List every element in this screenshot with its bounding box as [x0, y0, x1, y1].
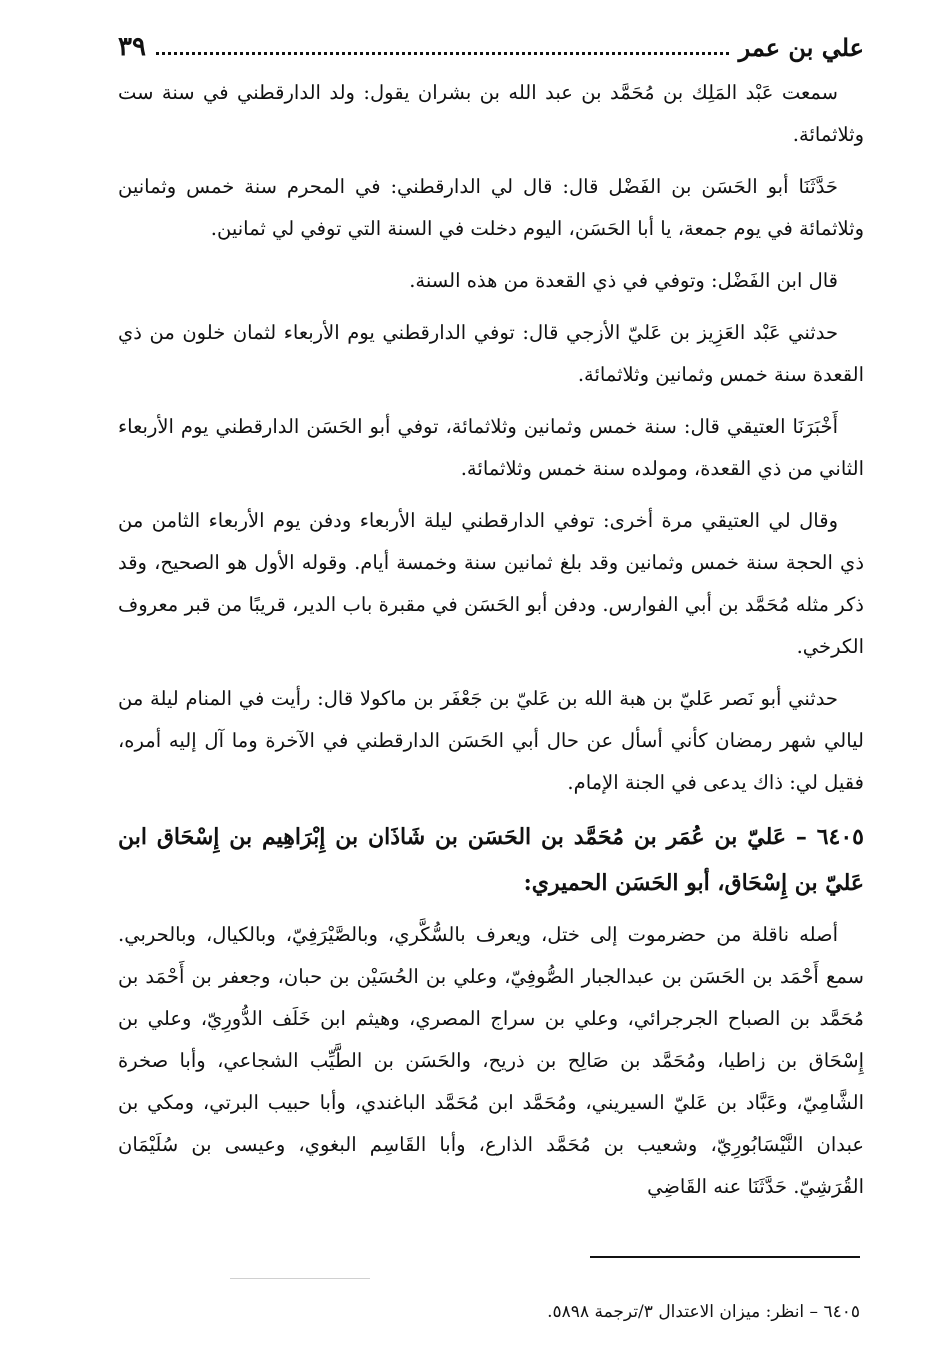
running-title: علي بن عمر	[738, 32, 864, 62]
faint-rule	[230, 1278, 370, 1279]
page-number: ٣٩	[118, 32, 146, 62]
paragraph: أَخْبَرَنَا العتيقي قال: سنة خمس وثمانين وثلاثمائة، توفي أبو الحَسَن الدارقطني يوم الأربعاء الثاني من ذي القعدة، ومولده سنة خمس وثلاثمائة.	[118, 415, 864, 480]
header-dotted-leader	[156, 52, 729, 55]
main-text	[118, 72, 864, 1218]
footnote-separator	[590, 1256, 860, 1258]
paragraph: حدثني عَبْد العَزِيز بن عَليّ الأزجي قال: توفي الدارقطني يوم الأربعاء لثمان خلون من ذي القعدة سنة خمس وثمانين وثلاثمائة.	[118, 321, 864, 386]
entry-text: أصله ناقلة من حضرموت إلى ختل، ويعرف بالسُّكَّري، وبالصَّيْرَفِيّ، وبالكيال، وبالحربي. سمع أَحْمَد بن الحَسَن بن عبدالجبار الصُّوفِيّ، وعلي بن الحُسَيْن بن حبان، وجعفر بن أَحْمَد بن مُحَمَّد بن الصباح الجرجرائي، وعلي بن سراج المصري، وهيثم ابن خَلَف الدُّورِيّ، وعلي بن إِسْحَاق بن زاطيا، ومُحَمَّد بن صَالِح بن ذريح، والحَسَن بن الطَّيِّب الشجاعي، وأبا صخرة الشَّامِيّ، وعَبَّاد بن عَليّ السيريني، ومُحَمَّد ابن مُحَمَّد الباغندي، وأبا حبيب البرتي، ومكي بن عبدان النَّيْسَابُورِيّ، وشعيب بن مُحَمَّد الذارع، وأبا القَاسِم البغوي، وعيسى بن سُلَيْمَان القُرَشِيّ. حَدَّثَنَا عنه القَاضِي	[118, 923, 864, 1198]
entry-title: ٦٤٠٥ – عَليّ بن عُمَر بن مُحَمَّد بن الحَسَن بن شَاذَان بن إِبْرَاهِيم بن إِسْحَاق ابن عَليّ بن إِسْحَاق، أبو الحَسَن الحميري:	[118, 824, 864, 896]
paragraph: وقال لي العتيقي مرة أخرى: توفي الدارقطني ليلة الأربعاء ودفن يوم الأربعاء الثامن من ذي الحجة سنة خمس وثمانين وقد بلغ ثمانين سنة وخمسة أيام. وقوله الأول هو الصحيح، وقد ذكر مثله مُحَمَّد بن أبي الفوارس. ودفن أبو الحَسَن في مقبرة باب الدير، قريبًا من قبر معروف الكرخي.	[118, 509, 864, 658]
page-header	[118, 26, 864, 68]
paragraph: حَدَّثَنَا أبو الحَسَن بن الفَضْل قال: قال لي الدارقطني: في المحرم سنة خمس وثمانين وثلاثمائة في يوم جمعة، يا أبا الحَسَن، اليوم دخلت في السنة التي توفي لي ثمانين.	[118, 175, 864, 240]
paragraph: سمعت عَبْد المَلِك بن مُحَمَّد بن عبد الله بن بشران يقول: ولد الدارقطني في سنة ست وثلاثمائة.	[118, 81, 864, 146]
paragraph: قال ابن الفَضْل: وتوفي في ذي القعدة من هذه السنة.	[409, 269, 838, 292]
paragraph: حدثني أبو نَصر عَليّ بن هبة الله بن عَليّ بن جَعْفَر بن ماكولا قال: رأيت في المنام ليلة من ليالي شهر رمضان كأني أسأل عن حال أبي الحَسَن الدارقطني في الآخرة وما آل إليه أمره، فقيل لي: ذاك يدعى في الجنة الإمام.	[118, 687, 864, 794]
footnote: ٦٤٠٥ – انظر: ميزان الاعتدال ٣/ترجمة ٥٨٩٨.	[547, 1302, 860, 1322]
